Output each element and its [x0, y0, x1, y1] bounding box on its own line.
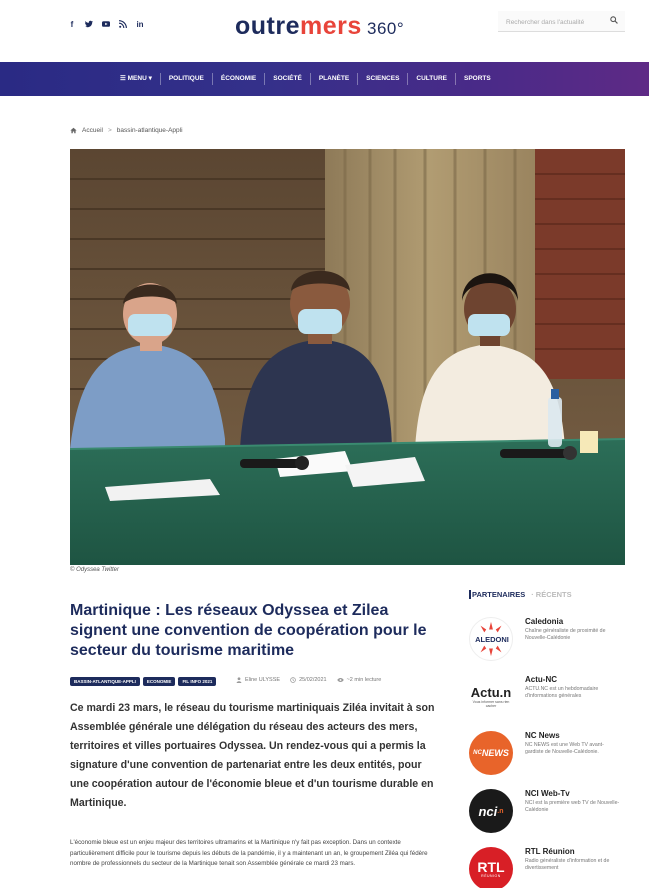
article-photo	[70, 149, 625, 565]
author-name[interactable]: Eline ULYSSE	[245, 677, 281, 683]
logo-part-3: 360°	[361, 19, 405, 38]
author-meta	[236, 677, 280, 683]
clock-icon	[290, 677, 296, 683]
nav-item-economie[interactable]: ÉCONOMIE	[212, 73, 264, 85]
breadcrumb-current: bassin-atlantique-Appli	[116, 127, 183, 134]
social-links	[68, 20, 144, 31]
nc-news-logo-text: NEWS	[481, 748, 509, 758]
nav-item-sciences[interactable]: SCIENCES	[357, 73, 407, 85]
top-header	[0, 0, 649, 62]
partner-desc: Radio généraliste d'information et de divertissement	[525, 858, 610, 871]
facebook-icon[interactable]: f	[70, 20, 74, 29]
site-logo[interactable]	[235, 12, 404, 41]
user-icon	[236, 677, 242, 683]
logo-part-2: mers	[300, 12, 362, 40]
twitter-icon[interactable]	[85, 20, 93, 31]
eye-icon	[337, 677, 344, 683]
partner-name[interactable]: NC News	[525, 731, 560, 740]
partner-name[interactable]: Actu-NC	[525, 675, 557, 684]
readtime-meta	[337, 677, 382, 683]
tag-fil-info[interactable]: FIL INFO 2021	[178, 677, 216, 686]
article-date: 25/02/2021	[299, 677, 327, 683]
partner-desc: NC NEWS est une Web TV avant-gardiste de Nouvelle-Calédonie.	[525, 742, 604, 755]
partner-name[interactable]: RTL Réunion	[525, 847, 575, 856]
breadcrumb-home[interactable]: Accueil	[82, 127, 103, 134]
actu-nc-logo-text: Actu.n	[470, 685, 512, 700]
nav-item-societe[interactable]: SOCIÉTÉ	[264, 73, 310, 85]
home-icon	[70, 127, 77, 134]
rtl-logo-text: RTL	[477, 859, 505, 875]
partner-nci-web-tv[interactable]	[469, 789, 629, 835]
breadcrumb	[70, 127, 183, 134]
partner-name[interactable]: Caledonia	[525, 617, 564, 626]
tab-recents[interactable]: · RÉCENTS	[531, 590, 572, 599]
article-tags	[70, 677, 216, 686]
nc-news-logo	[469, 731, 513, 775]
actu-nc-logo	[469, 675, 513, 719]
breadcrumb-separator: >	[107, 127, 112, 134]
nc-news-logo-sub: NC	[473, 750, 482, 756]
partner-rtl-reunion[interactable]	[469, 847, 629, 888]
search-box	[498, 11, 625, 32]
read-time: ~2 min lecture	[346, 677, 382, 683]
date-meta	[290, 677, 327, 683]
tab-partenaires[interactable]: PARTENAIRES	[469, 590, 525, 599]
actu-nc-logo-sub: Vous informer sans rien cacher	[472, 700, 510, 708]
caledonia-logo	[469, 617, 513, 661]
article-body: L'économie bleue est un enjeu majeur des territoires ultramarins et la Martinique n'y fait pas exception. Dans un contexte particulièrement difficile pour le tourisme depuis les débuts de la pandémie, il y a maintenant un an, le groupement Ziléa qui fédère nombre de professionnels du secteur de la Martinique tenait son Assemblée générale ce mardi 23 mars.	[70, 839, 428, 868]
nav-item-culture[interactable]: CULTURE	[407, 73, 455, 85]
photo-caption: © Odyssea Twitter	[70, 567, 119, 573]
sidebar-tabs	[469, 590, 572, 599]
logo-part-1: outre	[235, 12, 300, 40]
article-title: Martinique : Les réseaux Odyssea et Zilea signent une convention de coopération pour le secteur du tourisme maritime	[70, 602, 427, 659]
signing-ceremony-illustration	[70, 149, 625, 565]
main-nav	[0, 62, 649, 96]
nav-item-sports[interactable]: SPORTS	[455, 73, 499, 85]
search-input[interactable]	[498, 13, 606, 33]
article-meta	[236, 677, 381, 683]
rtl-logo	[469, 847, 513, 888]
nci-logo	[469, 789, 513, 833]
nci-logo-sub: .n	[497, 807, 504, 815]
tag-bassin-atlantique[interactable]: BASSIN-ATLANTIQUE-APPLI	[70, 677, 140, 686]
search-icon[interactable]	[610, 16, 618, 24]
rss-icon[interactable]	[119, 20, 127, 31]
rtl-logo-sub: RÉUNION	[481, 874, 501, 878]
article-lead: Ce mardi 23 mars, le réseau du tourisme martiniquais Ziléa invitait à son Assemblée générale une délégation du réseau des acteurs des mers, territoires et villes portuaires Odyssea. Un rendez-vous qui a permis la signature d'une convention de partenariat entre les deux entités, pour une coopération autour de l'économie bleue et d'un tourisme durable en Martinique.	[70, 702, 435, 809]
partner-desc: ACTU.NC est un hebdomadaire d'informations générales	[525, 686, 599, 699]
linkedin-icon[interactable]: in	[136, 20, 144, 29]
nav-menu[interactable]: ☰ MENU ▾	[120, 75, 152, 82]
partner-name[interactable]: NCI Web-Tv	[525, 789, 570, 798]
nav-item-planete[interactable]: PLANÈTE	[310, 73, 357, 85]
nav-item-politique[interactable]: POLITIQUE	[160, 73, 212, 85]
youtube-icon[interactable]	[102, 20, 110, 31]
partner-caledonia[interactable]	[469, 617, 629, 663]
tag-economie[interactable]: ECONOMIE	[143, 677, 176, 686]
partner-nc-news[interactable]	[469, 731, 629, 777]
partner-actu-nc[interactable]	[469, 675, 629, 721]
partner-desc: Chaîne généraliste de proximité de Nouvelle-Calédonie	[525, 628, 606, 641]
nci-logo-text: nci	[478, 803, 498, 819]
partner-desc: NCI est la première web TV de Nouvelle-Calédonie	[525, 800, 620, 813]
caledonia-logo-text: ALEDONI	[475, 635, 509, 644]
